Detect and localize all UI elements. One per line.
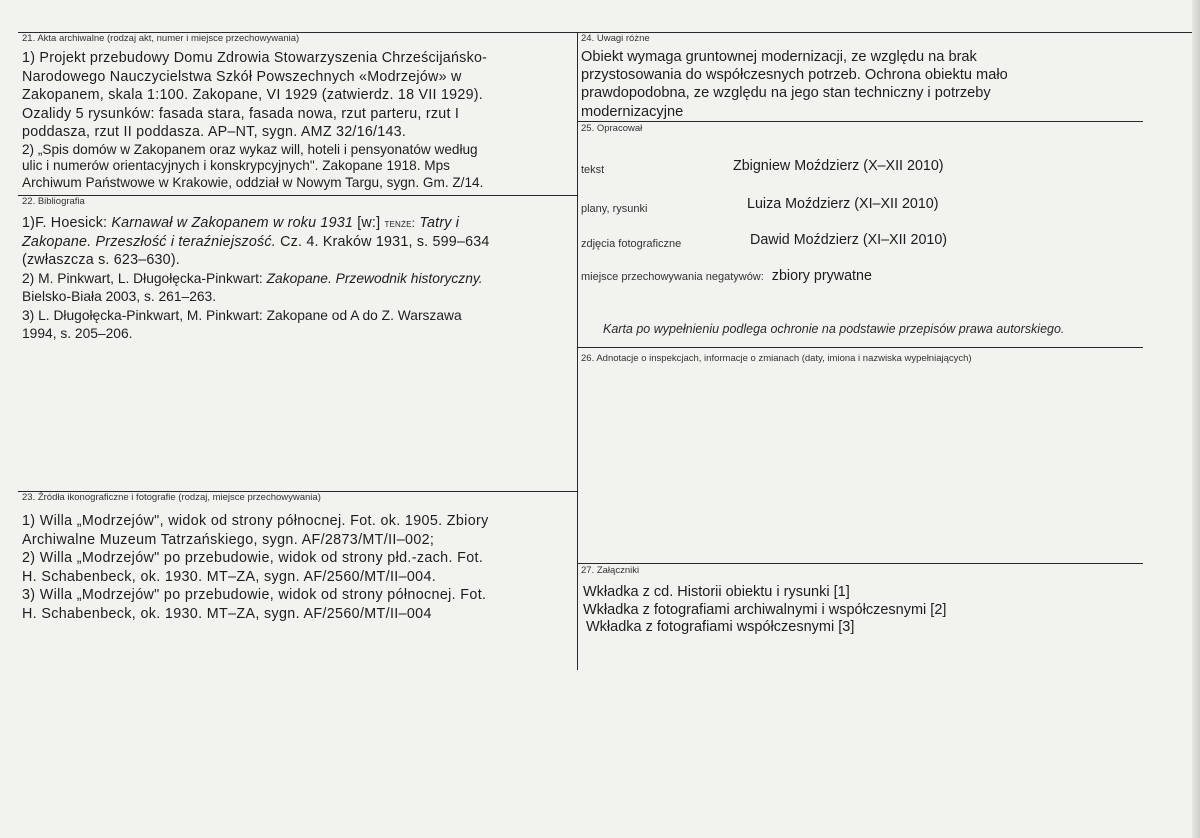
- photos-row: [581, 235, 681, 251]
- section-25-prepared-by: [581, 123, 1141, 345]
- section-22-bibliography: [22, 196, 574, 344]
- section-23-body: [22, 512, 574, 623]
- s21-line: ulic i numerów orientacyjnych i konskrypcyjnych". Zakopane 1918. Mps: [22, 158, 450, 173]
- s24-line: Obiekt wymaga gruntownej modernizacji, ze względu na brak: [581, 49, 977, 65]
- center-divider-line: [577, 32, 578, 670]
- section-21-archival-records: [22, 33, 574, 191]
- drawings-row: [581, 200, 647, 216]
- bib-item-1-line-2: [22, 233, 574, 252]
- bib-item-1-line-3: (zwłaszcza s. 623–630).: [22, 252, 180, 268]
- divider-26-27: [577, 563, 1143, 564]
- bib-1-title2: Tatry i: [415, 215, 460, 231]
- s23-line: 2) Willa „Modrzejów" po przebudowie, widok od strony płd.-zach. Fot.: [22, 550, 484, 566]
- bib-item-3-line-2: 1994, s. 205–206.: [22, 326, 133, 341]
- s23-line: Archiwalne Muzeum Tatrzańskiego, sygn. AF/2873/MT/II–002;: [22, 531, 435, 548]
- s21-line: Ozalidy 5 rysunków: fasada stara, fasada nowa, rzut parteru, rzut I: [22, 105, 460, 122]
- bib-1-tenze: tenże:: [384, 216, 416, 230]
- bib-item-1-line-1: [22, 214, 574, 233]
- drawings-label: plany, rysunki: [581, 203, 648, 215]
- negatives-row: [581, 268, 872, 284]
- bib-item-3-line-1: 3) L. Długołęcka-Pinkwart, M. Pinkwart: Zakopane od A do Z. Warszawa: [22, 307, 462, 323]
- bib-1-line2-italic: Zakopane. Przeszłość i teraźniejszość.: [22, 233, 276, 250]
- section-23-iconographic-sources: [22, 492, 574, 623]
- s21-line: 1) Projekt przebudowy Domu Zdrowia Stowarzyszenia Chrześcijańsko-: [22, 50, 488, 66]
- bib-2-prefix: 2) M. Pinkwart, L. Długołęcka-Pinkwart:: [22, 270, 267, 286]
- s21-line: Narodowego Nauczycielstwa Szkół Powszechnych «Modrzejów» w: [22, 68, 462, 85]
- attachment-item: Wkładka z fotografiami archiwalnymi i współczesnymi [2]: [583, 601, 947, 618]
- text-label: tekst: [581, 164, 605, 176]
- bib-item-2-line-2: Bielsko-Biała 2003, s. 261–263.: [22, 289, 217, 304]
- s21-line: Archiwum Państwowe w Krakowie, oddział w Nowym Targu, sygn. Gm. Z/14.: [22, 174, 484, 190]
- bib-2-title: Zakopane. Przewodnik historyczny.: [266, 270, 483, 286]
- attachment-item: Wkładka z cd. Historii obiektu i rysunki [1]: [583, 584, 850, 600]
- bib-1-mid: [w:]: [353, 215, 385, 231]
- negatives-value: zbiory prywatne: [771, 268, 872, 284]
- section-21-body: [22, 49, 574, 191]
- s24-line: modernizacyjne: [581, 103, 684, 120]
- section-21-header: 21. Akta archiwalne (rodzaj akt, numer i miejsce przechowywania): [22, 33, 300, 44]
- divider-25-26: [577, 347, 1143, 348]
- author-text-value: Zbigniew Moździerz (X–XII 2010): [733, 158, 944, 174]
- attachment-item: Wkładka z fotografiami współczesnymi [3]: [586, 619, 855, 635]
- s23-line: H. Schabenbeck, ok. 1930. MT–ZA, sygn. AF/2560/MT/II–004: [22, 605, 432, 622]
- s21-line: 2) „Spis domów w Zakopanem oraz wykaz will, hoteli i pensyonatów według: [22, 141, 478, 157]
- bib-1-title: Karnawał w Zakopanem w roku 1931: [111, 215, 354, 231]
- section-22-header: 22. Bibliografia: [22, 196, 85, 207]
- divider-24-25: [577, 121, 1143, 122]
- copyright-note: Karta po wypełnieniu podlega ochronie na podstawie przepisów prawa autorskiego.: [603, 322, 1065, 336]
- s21-line: Zakopanem, skala 1:100. Zakopane, VI 1929 (zatwierdz. 18 VII 1929).: [22, 87, 484, 103]
- s24-line: przystosowania do współczesnych potrzeb. Ochrona obiektu mało: [581, 67, 1008, 84]
- photos-label: zdjęcia fotograficzne: [581, 238, 682, 250]
- bib-1-line2-rest: Cz. 4. Kraków 1931, s. 599–634: [275, 233, 490, 250]
- s23-line: 3) Willa „Modrzejów" po przebudowie, widok od strony północnej. Fot.: [22, 587, 487, 603]
- section-24-header: 24. Uwagi różne: [581, 33, 650, 44]
- section-22-body: [22, 214, 574, 344]
- section-27-header: 27. Załączniki: [581, 565, 640, 576]
- scan-edge-shadow: [1192, 0, 1200, 838]
- section-24-remarks: [581, 33, 1141, 121]
- attachments-list: [581, 584, 1141, 637]
- s24-line: prawdopodobna, ze względu na jego stan techniczny i potrzeby: [581, 85, 991, 102]
- photos-value: Dawid Moździerz (XI–XII 2010): [750, 232, 948, 248]
- section-26-header: 26. Adnotacje o inspekcjach, informacje o zmianach (daty, imiona i nazwiska wypełniających): [581, 353, 972, 364]
- section-27-attachments: [581, 565, 1141, 637]
- section-26-inspection-notes: [581, 353, 1141, 365]
- bib-1-prefix: 1)F. Hoesick:: [22, 215, 112, 231]
- section-24-body: [581, 48, 1141, 121]
- bib-item-2-line-1: [22, 270, 574, 289]
- drawings-value: Luiza Moździerz (XI–XII 2010): [747, 196, 939, 212]
- negatives-label: miejsce przechowywania negatywów:: [581, 271, 764, 283]
- s21-line: poddasza, rzut II poddasza. AP–NT, sygn. AMZ 32/16/143.: [22, 124, 407, 140]
- s23-line: H. Schabenbeck, ok. 1930. MT–ZA, sygn. AF/2560/MT/II–004.: [22, 568, 437, 585]
- author-text-row: [581, 161, 604, 177]
- section-25-header: 25. Opracował: [581, 123, 643, 134]
- s23-line: 1) Willa „Modrzejów", widok od strony północnej. Fot. ok. 1905. Zbiory: [22, 513, 489, 529]
- section-23-header: 23. Źródła ikonograficzne i fotografie (rodzaj, miejsce przechowywania): [22, 492, 321, 503]
